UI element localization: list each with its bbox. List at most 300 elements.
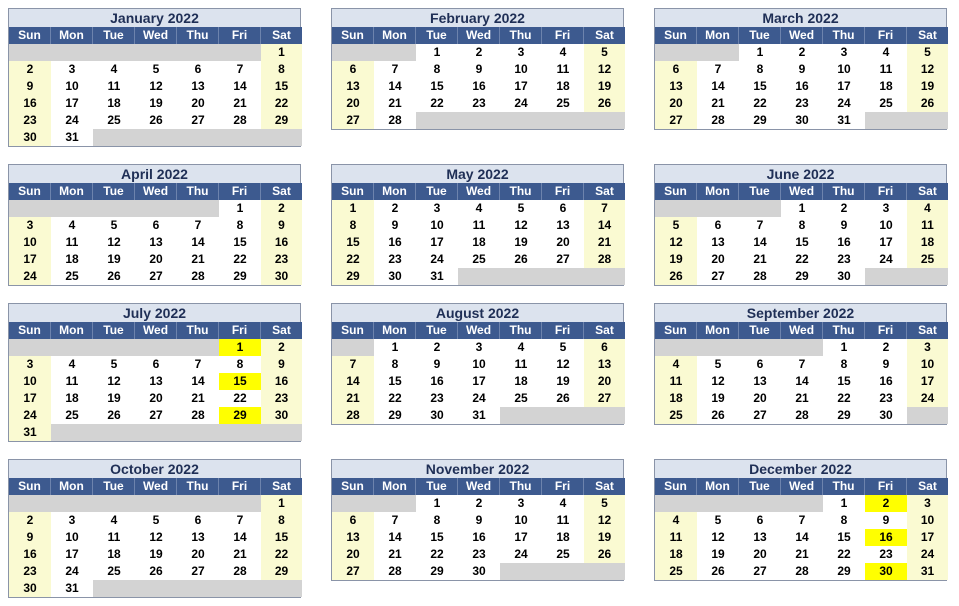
day-cell: 25 — [556, 96, 570, 110]
empty-day-cell — [93, 129, 135, 146]
weekday-header: Fri — [542, 27, 584, 44]
day-cell: 23 — [430, 391, 444, 405]
day-cell: 30 — [879, 408, 893, 422]
weekday-header: Sun — [655, 478, 697, 495]
weekday-header: Sat — [584, 27, 625, 44]
empty-day-cell — [697, 339, 739, 356]
day-cell: 23 — [472, 547, 486, 561]
empty-day-cell — [93, 580, 135, 597]
empty-day-cell — [655, 200, 697, 217]
day-cell: 14 — [332, 373, 374, 390]
week-row — [9, 234, 300, 251]
day-cell: 10 — [65, 79, 79, 93]
empty-day-cell — [374, 495, 416, 512]
day-cell: 29 — [430, 564, 444, 578]
day-cell: 19 — [907, 78, 948, 95]
day-cell: 3 — [517, 45, 525, 59]
day-cell: 2 — [9, 512, 51, 529]
weekday-header: Thu — [177, 27, 219, 44]
day-cell: 12 — [907, 61, 948, 78]
day-cell: 1 — [840, 340, 848, 354]
day-cell: 27 — [332, 563, 374, 580]
day-cell: 30 — [261, 407, 302, 424]
empty-day-cell — [542, 407, 584, 424]
month-calendar — [331, 303, 624, 425]
weekday-header: Fri — [865, 183, 907, 200]
empty-day-cell — [51, 424, 93, 441]
day-cell: 18 — [556, 530, 570, 544]
day-cell: 16 — [430, 374, 444, 388]
day-cell: 26 — [655, 268, 697, 285]
empty-day-cell — [500, 563, 542, 580]
day-cell: 11 — [556, 513, 570, 527]
day-cell: 10 — [9, 234, 51, 251]
day-cell: 24 — [837, 96, 851, 110]
day-cell: 22 — [837, 547, 851, 561]
day-cell: 31 — [430, 269, 444, 283]
day-cell: 24 — [65, 564, 79, 578]
day-cell: 30 — [388, 269, 402, 283]
day-cell: 27 — [584, 390, 625, 407]
week-row — [9, 546, 300, 563]
week-row — [9, 390, 300, 407]
weekday-header: Thu — [500, 322, 542, 339]
day-cell: 20 — [332, 546, 374, 563]
day-cell: 20 — [753, 547, 767, 561]
day-cell: 18 — [907, 234, 948, 251]
day-cell: 6 — [655, 61, 697, 78]
week-row — [655, 95, 946, 112]
weekday-header-row — [655, 322, 946, 339]
month-title: November 2022 — [332, 460, 623, 478]
day-cell: 11 — [514, 357, 528, 371]
day-cell: 3 — [9, 217, 51, 234]
empty-day-cell — [655, 44, 697, 61]
week-row — [9, 373, 300, 390]
day-cell: 28 — [711, 113, 725, 127]
weekday-header: Tue — [739, 322, 781, 339]
empty-day-cell — [584, 563, 625, 580]
day-cell: 22 — [233, 391, 247, 405]
day-cell: 7 — [236, 513, 244, 527]
weekday-header: Mon — [51, 322, 93, 339]
day-cell: 18 — [655, 546, 697, 563]
day-cell: 8 — [391, 357, 399, 371]
day-cell: 31 — [907, 563, 948, 580]
day-cell: 4 — [475, 201, 483, 215]
weekday-header: Wed — [135, 183, 177, 200]
day-cell: 12 — [107, 235, 121, 249]
day-cell: 17 — [9, 390, 51, 407]
day-cell: 1 — [756, 45, 764, 59]
weekday-header: Mon — [374, 183, 416, 200]
week-row — [332, 356, 623, 373]
day-cell: 18 — [472, 235, 486, 249]
day-cell: 11 — [107, 530, 121, 544]
day-cell: 12 — [711, 530, 725, 544]
weekday-header: Thu — [500, 478, 542, 495]
weekday-header: Sun — [655, 27, 697, 44]
day-cell: 20 — [753, 391, 767, 405]
day-cell: 15 — [261, 78, 302, 95]
day-cell: 16 — [472, 530, 486, 544]
day-cell: 28 — [191, 408, 205, 422]
weekday-header: Sat — [584, 322, 625, 339]
day-cell: 22 — [388, 391, 402, 405]
day-cell: 11 — [65, 374, 79, 388]
day-cell: 5 — [517, 201, 525, 215]
day-cell: 6 — [332, 61, 374, 78]
day-cell: 20 — [556, 235, 570, 249]
day-cell: 24 — [9, 268, 51, 285]
day-cell: 3 — [68, 62, 76, 76]
day-cell: 21 — [711, 96, 725, 110]
day-cell: 25 — [107, 113, 121, 127]
day-cell: 11 — [879, 62, 893, 76]
day-cell: 15 — [795, 235, 809, 249]
week-row — [655, 44, 946, 61]
day-cell: 22 — [753, 96, 767, 110]
day-cell: 24 — [907, 546, 948, 563]
empty-day-cell — [9, 339, 51, 356]
day-cell: 2 — [882, 340, 890, 354]
week-row — [332, 251, 623, 268]
day-cell: 15 — [837, 374, 851, 388]
day-cell: 16 — [261, 373, 302, 390]
day-cell: 3 — [68, 513, 76, 527]
day-cell: 13 — [149, 235, 163, 249]
week-row — [332, 217, 623, 234]
day-cell: 12 — [584, 61, 625, 78]
day-cell: 1 — [433, 45, 441, 59]
day-cell: 5 — [110, 218, 118, 232]
week-row — [655, 78, 946, 95]
empty-day-cell — [542, 563, 584, 580]
empty-day-cell — [261, 580, 302, 597]
day-cell: 24 — [879, 252, 893, 266]
month-calendar — [8, 8, 301, 147]
weekday-header-row — [655, 27, 946, 44]
day-cell: 29 — [837, 564, 851, 578]
week-row — [9, 200, 300, 217]
day-cell: 24 — [514, 96, 528, 110]
month-calendar — [331, 8, 624, 130]
day-cell: 10 — [514, 62, 528, 76]
weekday-header: Fri — [865, 27, 907, 44]
week-row — [655, 251, 946, 268]
week-row — [9, 563, 300, 580]
empty-day-cell — [219, 580, 261, 597]
day-cell: 4 — [559, 45, 567, 59]
weekday-header: Fri — [542, 322, 584, 339]
day-cell: 23 — [261, 390, 302, 407]
day-cell: 16 — [865, 529, 907, 546]
empty-day-cell — [177, 580, 219, 597]
day-cell: 8 — [798, 218, 806, 232]
weekday-header: Thu — [177, 322, 219, 339]
weekday-header: Wed — [458, 183, 500, 200]
weekday-header: Sun — [9, 478, 51, 495]
day-cell: 6 — [584, 339, 625, 356]
month-title: June 2022 — [655, 165, 946, 183]
day-cell: 2 — [798, 45, 806, 59]
day-cell: 15 — [261, 529, 302, 546]
day-cell: 7 — [714, 62, 722, 76]
day-cell: 19 — [149, 547, 163, 561]
weekday-header: Sat — [261, 478, 302, 495]
day-cell: 12 — [107, 374, 121, 388]
day-cell: 11 — [655, 529, 697, 546]
day-cell: 13 — [332, 529, 374, 546]
day-cell: 29 — [261, 563, 302, 580]
empty-day-cell — [9, 200, 51, 217]
weekday-header: Sat — [907, 478, 948, 495]
day-cell: 6 — [756, 513, 764, 527]
day-cell: 1 — [236, 201, 244, 215]
day-cell: 29 — [837, 408, 851, 422]
month-title: September 2022 — [655, 304, 946, 322]
day-cell: 22 — [332, 251, 374, 268]
day-cell: 10 — [879, 218, 893, 232]
week-row — [332, 512, 623, 529]
day-cell: 18 — [107, 96, 121, 110]
day-cell: 5 — [559, 340, 567, 354]
day-cell: 16 — [9, 546, 51, 563]
day-cell: 14 — [233, 79, 247, 93]
day-cell: 5 — [584, 495, 625, 512]
day-cell: 15 — [837, 530, 851, 544]
day-cell: 2 — [261, 200, 302, 217]
day-cell: 9 — [9, 529, 51, 546]
day-cell: 28 — [584, 251, 625, 268]
day-cell: 24 — [9, 407, 51, 424]
day-cell: 8 — [261, 61, 302, 78]
empty-day-cell — [135, 129, 177, 146]
week-row — [9, 580, 300, 597]
day-cell: 23 — [9, 563, 51, 580]
day-cell: 2 — [9, 61, 51, 78]
day-cell: 8 — [756, 62, 764, 76]
day-cell: 25 — [514, 391, 528, 405]
day-cell: 19 — [655, 251, 697, 268]
empty-day-cell — [177, 44, 219, 61]
day-cell: 26 — [584, 95, 625, 112]
day-cell: 11 — [907, 217, 948, 234]
weekday-header-row — [655, 478, 946, 495]
day-cell: 23 — [879, 391, 893, 405]
month-title: October 2022 — [9, 460, 300, 478]
day-cell: 31 — [65, 130, 79, 144]
day-cell: 9 — [882, 357, 890, 371]
day-cell: 14 — [388, 530, 402, 544]
empty-day-cell — [177, 495, 219, 512]
day-cell: 17 — [9, 251, 51, 268]
day-cell: 29 — [233, 269, 247, 283]
empty-day-cell — [135, 580, 177, 597]
day-cell: 4 — [517, 340, 525, 354]
empty-day-cell — [584, 112, 625, 129]
weekday-header-row — [332, 478, 623, 495]
weekday-header: Tue — [416, 27, 458, 44]
day-cell: 21 — [332, 390, 374, 407]
month-title: March 2022 — [655, 9, 946, 27]
month-calendar — [8, 303, 301, 442]
day-cell: 23 — [261, 251, 302, 268]
weekday-header: Wed — [781, 478, 823, 495]
day-cell: 17 — [430, 235, 444, 249]
week-row — [332, 78, 623, 95]
day-cell: 11 — [655, 373, 697, 390]
day-cell: 15 — [332, 234, 374, 251]
day-cell: 30 — [9, 129, 51, 146]
day-cell: 27 — [556, 252, 570, 266]
day-cell: 14 — [584, 217, 625, 234]
day-cell: 27 — [753, 408, 767, 422]
weekday-header: Sun — [655, 183, 697, 200]
month-calendar — [654, 8, 947, 130]
day-cell: 2 — [391, 201, 399, 215]
empty-day-cell — [907, 407, 948, 424]
day-cell: 27 — [655, 112, 697, 129]
day-cell: 1 — [433, 496, 441, 510]
day-cell: 3 — [907, 495, 948, 512]
empty-day-cell — [542, 112, 584, 129]
weekday-header-row — [9, 322, 300, 339]
day-cell: 17 — [514, 530, 528, 544]
day-cell: 24 — [472, 391, 486, 405]
day-cell: 5 — [714, 357, 722, 371]
week-row — [655, 495, 946, 512]
day-cell: 2 — [475, 496, 483, 510]
day-cell: 13 — [191, 79, 205, 93]
weekday-header: Mon — [697, 322, 739, 339]
day-cell: 30 — [9, 580, 51, 597]
day-cell: 7 — [391, 513, 399, 527]
day-cell: 19 — [107, 252, 121, 266]
week-row — [9, 339, 300, 356]
weekday-header: Sun — [332, 478, 374, 495]
day-cell: 26 — [149, 113, 163, 127]
empty-day-cell — [697, 44, 739, 61]
week-row — [9, 268, 300, 285]
day-cell: 15 — [430, 530, 444, 544]
week-row — [655, 61, 946, 78]
day-cell: 18 — [65, 391, 79, 405]
week-row — [9, 512, 300, 529]
day-cell: 31 — [837, 113, 851, 127]
day-cell: 3 — [840, 45, 848, 59]
weekday-header: Mon — [697, 478, 739, 495]
day-cell: 28 — [332, 407, 374, 424]
day-cell: 9 — [882, 513, 890, 527]
day-cell: 31 — [9, 424, 51, 441]
day-cell: 26 — [107, 269, 121, 283]
weekday-header: Thu — [177, 183, 219, 200]
empty-day-cell — [865, 112, 907, 129]
day-cell: 20 — [191, 547, 205, 561]
day-cell: 21 — [233, 96, 247, 110]
day-cell: 5 — [907, 44, 948, 61]
day-cell: 9 — [391, 218, 399, 232]
empty-day-cell — [739, 200, 781, 217]
day-cell: 10 — [837, 62, 851, 76]
day-cell: 16 — [795, 79, 809, 93]
day-cell: 26 — [584, 546, 625, 563]
day-cell: 1 — [261, 495, 302, 512]
day-cell: 4 — [882, 45, 890, 59]
day-cell: 20 — [655, 95, 697, 112]
day-cell: 27 — [149, 269, 163, 283]
weekday-header: Tue — [739, 478, 781, 495]
day-cell: 13 — [711, 235, 725, 249]
day-cell: 27 — [191, 113, 205, 127]
day-cell: 2 — [475, 45, 483, 59]
day-cell: 8 — [261, 512, 302, 529]
week-row — [9, 129, 300, 146]
empty-day-cell — [332, 495, 374, 512]
weekday-header: Sat — [907, 27, 948, 44]
weekday-header: Wed — [458, 322, 500, 339]
empty-day-cell — [177, 424, 219, 441]
empty-day-cell — [93, 200, 135, 217]
day-cell: 9 — [433, 357, 441, 371]
week-row — [9, 112, 300, 129]
day-cell: 26 — [556, 391, 570, 405]
day-cell: 8 — [433, 513, 441, 527]
empty-day-cell — [9, 44, 51, 61]
week-row — [332, 390, 623, 407]
weekday-header: Thu — [500, 183, 542, 200]
empty-day-cell — [219, 44, 261, 61]
weekday-header: Fri — [865, 322, 907, 339]
day-cell: 19 — [107, 391, 121, 405]
weekday-header: Sun — [332, 27, 374, 44]
weekday-header: Tue — [93, 27, 135, 44]
week-row — [655, 339, 946, 356]
day-cell: 19 — [556, 374, 570, 388]
day-cell: 13 — [584, 356, 625, 373]
day-cell: 28 — [191, 269, 205, 283]
day-cell: 8 — [332, 217, 374, 234]
month-title: August 2022 — [332, 304, 623, 322]
day-cell: 20 — [711, 252, 725, 266]
day-cell: 19 — [584, 78, 625, 95]
day-cell: 10 — [514, 513, 528, 527]
day-cell: 1 — [798, 201, 806, 215]
day-cell: 18 — [655, 390, 697, 407]
weekday-header: Fri — [219, 183, 261, 200]
day-cell: 3 — [907, 339, 948, 356]
week-row — [332, 563, 623, 580]
weekday-header: Thu — [823, 27, 865, 44]
weekday-header-row — [9, 27, 300, 44]
day-cell: 5 — [152, 513, 160, 527]
empty-day-cell — [135, 424, 177, 441]
day-cell: 27 — [149, 408, 163, 422]
day-cell: 29 — [753, 113, 767, 127]
week-row — [9, 78, 300, 95]
weekday-header: Mon — [697, 27, 739, 44]
weekday-header: Wed — [458, 27, 500, 44]
day-cell: 12 — [514, 218, 528, 232]
empty-day-cell — [655, 495, 697, 512]
day-cell: 21 — [584, 234, 625, 251]
week-row — [332, 339, 623, 356]
month-calendar — [331, 459, 624, 581]
week-row — [9, 424, 300, 441]
day-cell: 28 — [233, 113, 247, 127]
day-cell: 5 — [655, 217, 697, 234]
